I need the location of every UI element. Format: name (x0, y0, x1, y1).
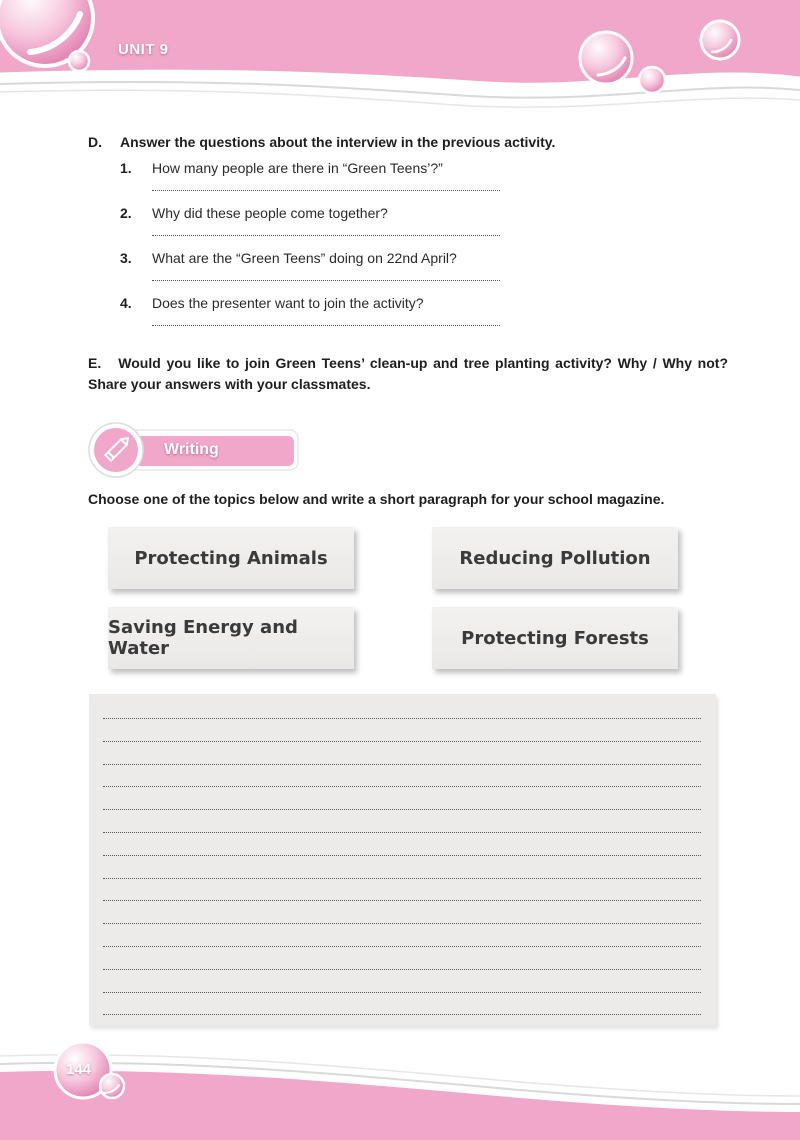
footer-banner (0, 1030, 800, 1140)
writing-instruction: Choose one of the topics below and write a short paragraph for your school magazine. (88, 491, 665, 507)
writing-answer-line[interactable] (103, 764, 701, 765)
question-text: Does the presenter want to join the activity? (152, 295, 424, 311)
topic-card-protecting-animals: Protecting Animals (108, 527, 354, 589)
writing-answer-line[interactable] (103, 1014, 701, 1015)
section-e-letter: E. (88, 355, 102, 371)
writing-answer-line[interactable] (103, 718, 701, 719)
question-text: Why did these people come together? (152, 205, 388, 221)
writing-answer-line[interactable] (103, 741, 701, 742)
writing-answer-line[interactable] (103, 855, 701, 856)
answer-line[interactable] (152, 325, 500, 326)
writing-answer-line[interactable] (103, 786, 701, 787)
writing-answer-line[interactable] (103, 946, 701, 947)
writing-answer-line[interactable] (103, 809, 701, 810)
question-number: 1. (120, 160, 132, 176)
section-d-instruction: Answer the questions about the interview in the previous activity. (120, 134, 556, 150)
section-e-question: Would you like to join Green Teens’ clean-up and tree planting activity? Why / Why not? Share your answers with your classmates. (88, 355, 729, 392)
page-number: 144 (66, 1061, 92, 1078)
unit-title: UNIT 9 (118, 41, 169, 58)
answer-line[interactable] (152, 190, 500, 191)
question-number: 2. (120, 205, 132, 221)
section-e-text (88, 353, 728, 395)
writing-answer-line[interactable] (103, 992, 701, 993)
writing-answer-area[interactable] (89, 694, 716, 1026)
writing-answer-line[interactable] (103, 923, 701, 924)
writing-answer-line[interactable] (103, 969, 701, 970)
writing-answer-line[interactable] (103, 832, 701, 833)
answer-line[interactable] (152, 235, 500, 236)
topic-card-reducing-pollution: Reducing Pollution (432, 527, 678, 589)
header-banner (0, 0, 800, 130)
question-text: What are the “Green Teens” doing on 22nd April? (152, 250, 457, 266)
question-number: 4. (120, 295, 132, 311)
writing-title: Writing (164, 441, 219, 458)
section-d-letter: D. (88, 134, 102, 150)
question-text: How many people are there in “Green Teens’?” (152, 160, 443, 176)
question-number: 3. (120, 250, 132, 266)
answer-line[interactable] (152, 280, 500, 281)
topic-card-protecting-forests: Protecting Forests (432, 607, 678, 669)
writing-answer-line[interactable] (103, 900, 701, 901)
topic-card-saving-energy: Saving Energy and Water (108, 607, 354, 669)
writing-answer-line[interactable] (103, 878, 701, 879)
